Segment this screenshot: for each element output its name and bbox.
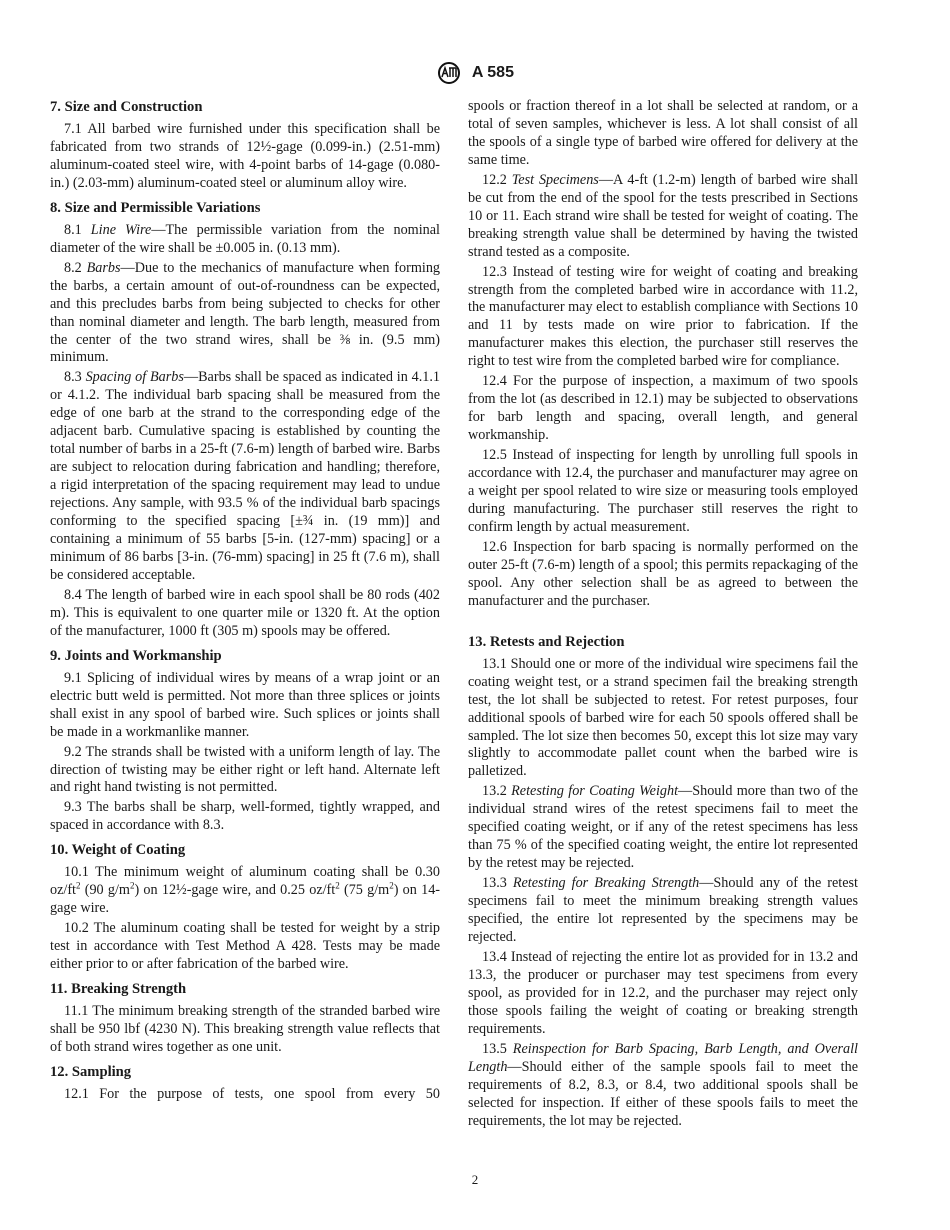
para-italic-title: Retesting for Coating Weight xyxy=(511,783,679,800)
para-9-1: 9.1 Splicing of individual wires by means of a wrap joint or an electric butt weld is permitted. Not more than three splices or joints shall exist in any spool of barbed wire. Such splices or joints shall be made in a workmanlike manner. xyxy=(50,669,440,740)
superscript: 2 xyxy=(335,880,340,891)
para-num: 8.1 xyxy=(64,221,91,238)
para-italic-title: Retesting for Breaking Strength xyxy=(512,875,700,892)
para-text: —Due to the mechanics of manufacture when forming the barbs, a certain amount of out-of-roundness can be expected, and this precludes barbs from being subjected to checks for other than nominal diameter and length. The barb length, measured from the center of the two strand wires, shall be ⅜ in. (9.5 mm) minimum. xyxy=(50,259,441,366)
para-text: —Should either of the sample spools fail to meet the requirements of 8.2, 8.3, or 8.4, two additional spools shall be selected for inspection. If either of these spools fails to meet the requirements, the lot may be rejected. xyxy=(468,1058,858,1129)
para-12-5: 12.5 Instead of inspecting for length by unrolling full spools in accordance with 12.4, the purchaser and manufacturer may agree on a weight per spool related to wire size or measuring tools employed during manufacturing. The purchaser still reserves the right to confirm length by actual measurement. xyxy=(468,447,858,535)
para-9-2: 9.2 The strands shall be twisted with a uniform length of lay. The direction of twisting may be either right or left hand. Alternate left and right hand twisting is not permitted. xyxy=(50,743,440,796)
para-text: (90 g/m xyxy=(80,882,130,899)
para-12-2 xyxy=(468,172,858,262)
para-italic-title: Barbs xyxy=(86,259,121,276)
astm-logo-icon xyxy=(436,62,462,84)
para-text: ) on 14-gage wire. xyxy=(50,882,441,917)
para-num: 8.3 xyxy=(64,369,86,386)
para-9-3: 9.3 The barbs shall be sharp, well-formed, tightly wrapped, and spaced in accordance with 8.3. xyxy=(50,799,440,834)
para-text: ) on 12½-gage wire, and 0.25 oz/ft xyxy=(134,882,336,899)
para-text: (75 g/m xyxy=(339,882,390,899)
page-number: 2 xyxy=(471,1172,479,1187)
left-column xyxy=(50,98,440,1106)
para-8-2 xyxy=(50,260,440,368)
section-8-heading: 8. Size and Permissible Variations xyxy=(50,199,261,216)
para-text: —Should any of the retest specimens fail to meet the minimum breaking strength values specified, the entire lot represented by the specimens may be rejected. xyxy=(468,875,858,945)
para-8-4: 8.4 The length of barbed wire in each spool shall be 80 rods (402 m). This is equivalent to one quarter mile or 1320 ft. At the option of the manufacturer, 1000 ft (305 m) spools may be offered. xyxy=(50,586,440,639)
section-12-heading: 12. Sampling xyxy=(50,1063,132,1080)
para-10-1 xyxy=(50,864,440,918)
para-num: 13.5 xyxy=(482,1040,513,1057)
superscript: 2 xyxy=(129,880,135,891)
para-12-1-continued: spools or fraction thereof in a lot shall be selected at random, or a total of seven samples, whichever is less. A lot shall consist of all the spools of a single type of barbed wire offered for delivery at the same time. xyxy=(468,98,858,168)
designation: A 585 xyxy=(471,64,514,82)
para-italic-title: Reinspection for Barb Spacing, Barb Length, and Overall Length xyxy=(468,1040,858,1075)
para-13-3 xyxy=(468,875,858,947)
para-text: —Should more than two of the individual strand wires of the retest specimens fail to meet the specified coating weight, or if any of the retest specimens has less than 75 % of the specified coating weight, the entire lot represented by the retest may be rejected. xyxy=(468,783,858,872)
para-text: 10.1 The minimum weight of aluminum coating shall be 0.30 oz/ft xyxy=(50,864,440,899)
superscript: 2 xyxy=(389,880,394,891)
section-11-heading: 11. Breaking Strength xyxy=(50,981,187,998)
para-italic-title: Spacing of Barbs xyxy=(85,369,184,386)
para-italic-title: Line Wire xyxy=(90,221,152,238)
para-italic-title: Test Specimens xyxy=(511,171,599,188)
para-8-1 xyxy=(50,222,440,258)
para-num: 12.2 xyxy=(482,171,512,188)
para-13-5 xyxy=(468,1041,858,1131)
para-13-1: 13.1 Should one or more of the individual wire specimens fail the coating weight test, or a strand specimen fail the breaking strength test, the lot shall be subjected to retest. For retest purposes, four additional spools of barbed wire for each 50 spools offered shall be sampled. The lot size then becomes 50, except this lot size may vary slightly to accommodate pallet count when the barbed wire is palletized. xyxy=(468,655,858,780)
page-header xyxy=(0,62,950,84)
para-12-6: 12.6 Inspection for barb spacing is normally performed on the outer 25-ft (7.6-m) length of a spool; this permits repackaging of the spool. Any other selection shall be as agreed to between the manufacturer and the purchaser. xyxy=(468,538,858,609)
para-num: 13.2 xyxy=(482,783,512,800)
para-8-3 xyxy=(50,369,440,584)
right-column xyxy=(468,98,858,1132)
superscript: 2 xyxy=(76,880,81,891)
para-text: —A 4-ft (1.2-m) length of barbed wire shall be cut from the end of the spool for the tests prescribed in Sections 10 or 11. Each strand wire shall be tested for weight of coating. The breaking strength value shall be determined by having the twisted strand tested as a composite. xyxy=(468,171,859,260)
section-13-heading: 13. Retests and Rejection xyxy=(468,633,625,650)
para-7-1: 7.1 All barbed wire furnished under this specification shall be fabricated from two strands of 12½-gage (0.099-in.) (2.51-mm) aluminum-coated steel wire, with 4-point barbs of 14-gage (0.080-in.) (2.03-mm) aluminum-coated steel or aluminum alloy wire. xyxy=(50,121,440,191)
para-text: —Barbs shall be spaced as indicated in 4.1.1 or 4.1.2. The individual barb spacing shall be measured from the edge of one barb at the strand to the corresponding edge of the adjacent barb. Cumulative spacing is established by counting the total number of barbs in a 25-ft (7.6-m) length of barbed wire. Barbs are subject to relocation during fabrication and handling; therefore, a rigid interpretation of the spacing requirement may lead to undue rejections. Any sample, with 93.5 % of the individual barb spacings conforming to the specified spacing [±¾ in. (19 mm)] and containing a minimum of 55 barbs [5-in. (127-mm) spacing] or a minimum of 86 barbs [3-in. (76-mm) spacing] in 25 ft (7.6 m), shall be considered acceptable. xyxy=(50,369,441,583)
para-13-2 xyxy=(468,783,858,873)
para-10-2: 10.2 The aluminum coating shall be tested for weight by a strip test in accordance with Test Method A 428. Tests may be made either prior to or after fabrication of the barbed wire. xyxy=(50,920,440,973)
para-13-4: 13.4 Instead of rejecting the entire lot as provided for in 13.2 and 13.3, the producer or purchaser may test specimens from every spool, as provided for in 12.2, and the purchaser may reject only those spools failing the weight of coating or breaking strength requirements. xyxy=(468,948,858,1037)
section-9-heading: 9. Joints and Workmanship xyxy=(50,647,222,664)
para-11-1: 11.1 The minimum breaking strength of the stranded barbed wire shall be 950 lbf (4230 N). This breaking strength value reflects that of both strand wires together as one unit. xyxy=(50,1003,440,1055)
para-12-1-start: 12.1 For the purpose of tests, one spool from every 50 xyxy=(64,1085,440,1102)
para-12-3: 12.3 Instead of testing wire for weight of coating and breaking strength from the completed barbed wire in accordance with 11.2, the manufacturer may elect to establish compliance with Sections 10 and 11 by tests made on wire prior to fabrication. If the manufacturer makes this election, the purchaser still reserves the right to test wire from the completed barbed wire for compliance. xyxy=(468,263,858,370)
section-7-heading: 7. Size and Construction xyxy=(50,99,203,115)
section-10-heading: 10. Weight of Coating xyxy=(50,842,186,859)
para-12-4: 12.4 For the purpose of inspection, a maximum of two spools from the lot (as described in 12.1) may be subjected to observations for barb length and spacing, overall length, and general workmanship. xyxy=(468,373,858,444)
para-num: 13.3 xyxy=(482,875,513,892)
para-text: —The permissible variation from the nominal diameter of the wire shall be ±0.005 in. (0.13 mm). xyxy=(50,221,440,256)
para-num: 8.2 xyxy=(64,259,87,276)
